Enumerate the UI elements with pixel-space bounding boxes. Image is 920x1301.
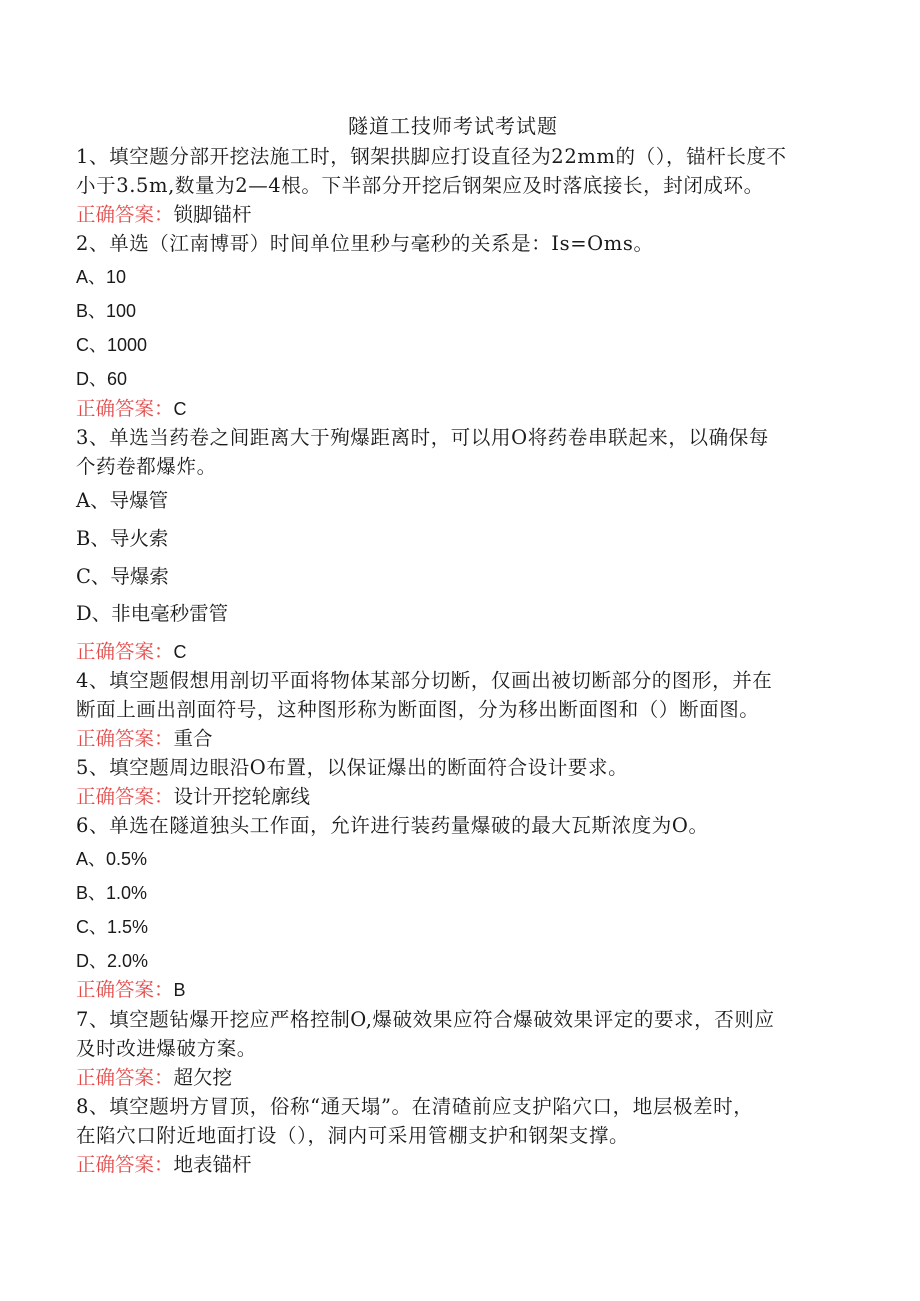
question-3-option-b: B、导火索: [76, 527, 169, 550]
answer-value: C: [173, 399, 187, 419]
question-6-answer: [76, 974, 186, 1002]
question-7-answer: [76, 1062, 232, 1090]
question-3-answer: [76, 636, 187, 664]
question-2-option-d: D、60: [76, 369, 128, 389]
answer-value: 锁脚锚杆: [173, 203, 252, 226]
question-3-option-c: C、导爆索: [76, 565, 169, 588]
answer-label: 正确答案：: [76, 978, 174, 1001]
answer-value: B: [173, 980, 186, 1000]
answer-label: 正确答案：: [76, 1153, 174, 1176]
question-2-line-1: 2、单选（江南博哥）时间单位里秒与毫秒的关系是：Is=Oms。: [76, 232, 654, 255]
question-5-line-1: 5、填空题周边眼沿O布置，以保证爆出的断面符合设计要求。: [76, 756, 629, 779]
answer-label: 正确答案：: [76, 727, 174, 750]
question-8-line-1: 8、填空题坍方冒顶，俗称“通天塌”。在清碴前应支护陷穴口，地层极差时，: [76, 1095, 754, 1118]
question-5-answer: [76, 781, 310, 809]
answer-value: 设计开挖轮廓线: [173, 785, 311, 808]
question-8-answer: [76, 1149, 252, 1177]
answer-value: 重合: [173, 727, 213, 750]
question-1-line-2: 小于3.5m,数量为2—4根。下半部分开挖后钢架应及时落底接长，封闭成环。: [76, 174, 764, 197]
question-3-option-a: A、导爆管: [76, 489, 169, 512]
answer-label: 正确答案：: [76, 785, 174, 808]
question-6-option-d: D、2.0%: [76, 951, 149, 971]
question-3-option-d: D、非电毫秒雷管: [76, 602, 229, 625]
answer-value: 超欠挖: [173, 1066, 233, 1089]
answer-label: 正确答案：: [76, 203, 174, 226]
document-title: 隧道工技师考试考试题: [348, 114, 558, 138]
question-1-line-1: 1、填空题分部开挖法施工时，钢架拱脚应打设直径为22mm的（），锚杆长度不: [76, 145, 787, 168]
question-7-line-1: 7、填空题钻爆开挖应严格控制O,爆破效果应符合爆破效果评定的要求，否则应: [76, 1008, 775, 1031]
question-6-option-b: B、1.0%: [76, 883, 148, 903]
question-2-option-b: B、100: [76, 301, 137, 321]
question-4-line-2: 断面上画出剖面符号，这种图形称为断面图，分为移出断面图和（）断面图。: [76, 698, 760, 721]
question-6-line-1: 6、单选在隧道独头工作面，允许进行装药量爆破的最大瓦斯浓度为O。: [76, 814, 709, 837]
question-4-answer: [76, 723, 213, 751]
answer-label: 正确答案：: [76, 397, 174, 420]
question-6-option-c: C、1.5%: [76, 917, 149, 937]
question-7-line-2: 及时改进爆破方案。: [76, 1037, 257, 1060]
answer-label: 正确答案：: [76, 1066, 174, 1089]
question-1-answer: [76, 199, 252, 227]
question-2-option-a: A、10: [76, 267, 127, 287]
question-8-line-2: 在陷穴口附近地面打设（），洞内可采用管棚支护和钢架支撑。: [76, 1124, 630, 1147]
question-2-option-c: C、1000: [76, 335, 148, 355]
answer-value: 地表锚杆: [173, 1153, 252, 1176]
answer-value: C: [173, 642, 187, 662]
question-3-line-2: 个药卷都爆炸。: [76, 455, 217, 478]
question-2-answer: [76, 393, 187, 421]
question-6-option-a: A、0.5%: [76, 849, 148, 869]
answer-label: 正确答案：: [76, 640, 174, 663]
question-3-line-1: 3、单选当药卷之间距离大于殉爆距离时，可以用O将药卷串联起来，以确保每: [76, 426, 769, 449]
question-4-line-1: 4、填空题假想用剖切平面将物体某部分切断，仅画出被切断部分的图形，并在: [76, 669, 773, 692]
